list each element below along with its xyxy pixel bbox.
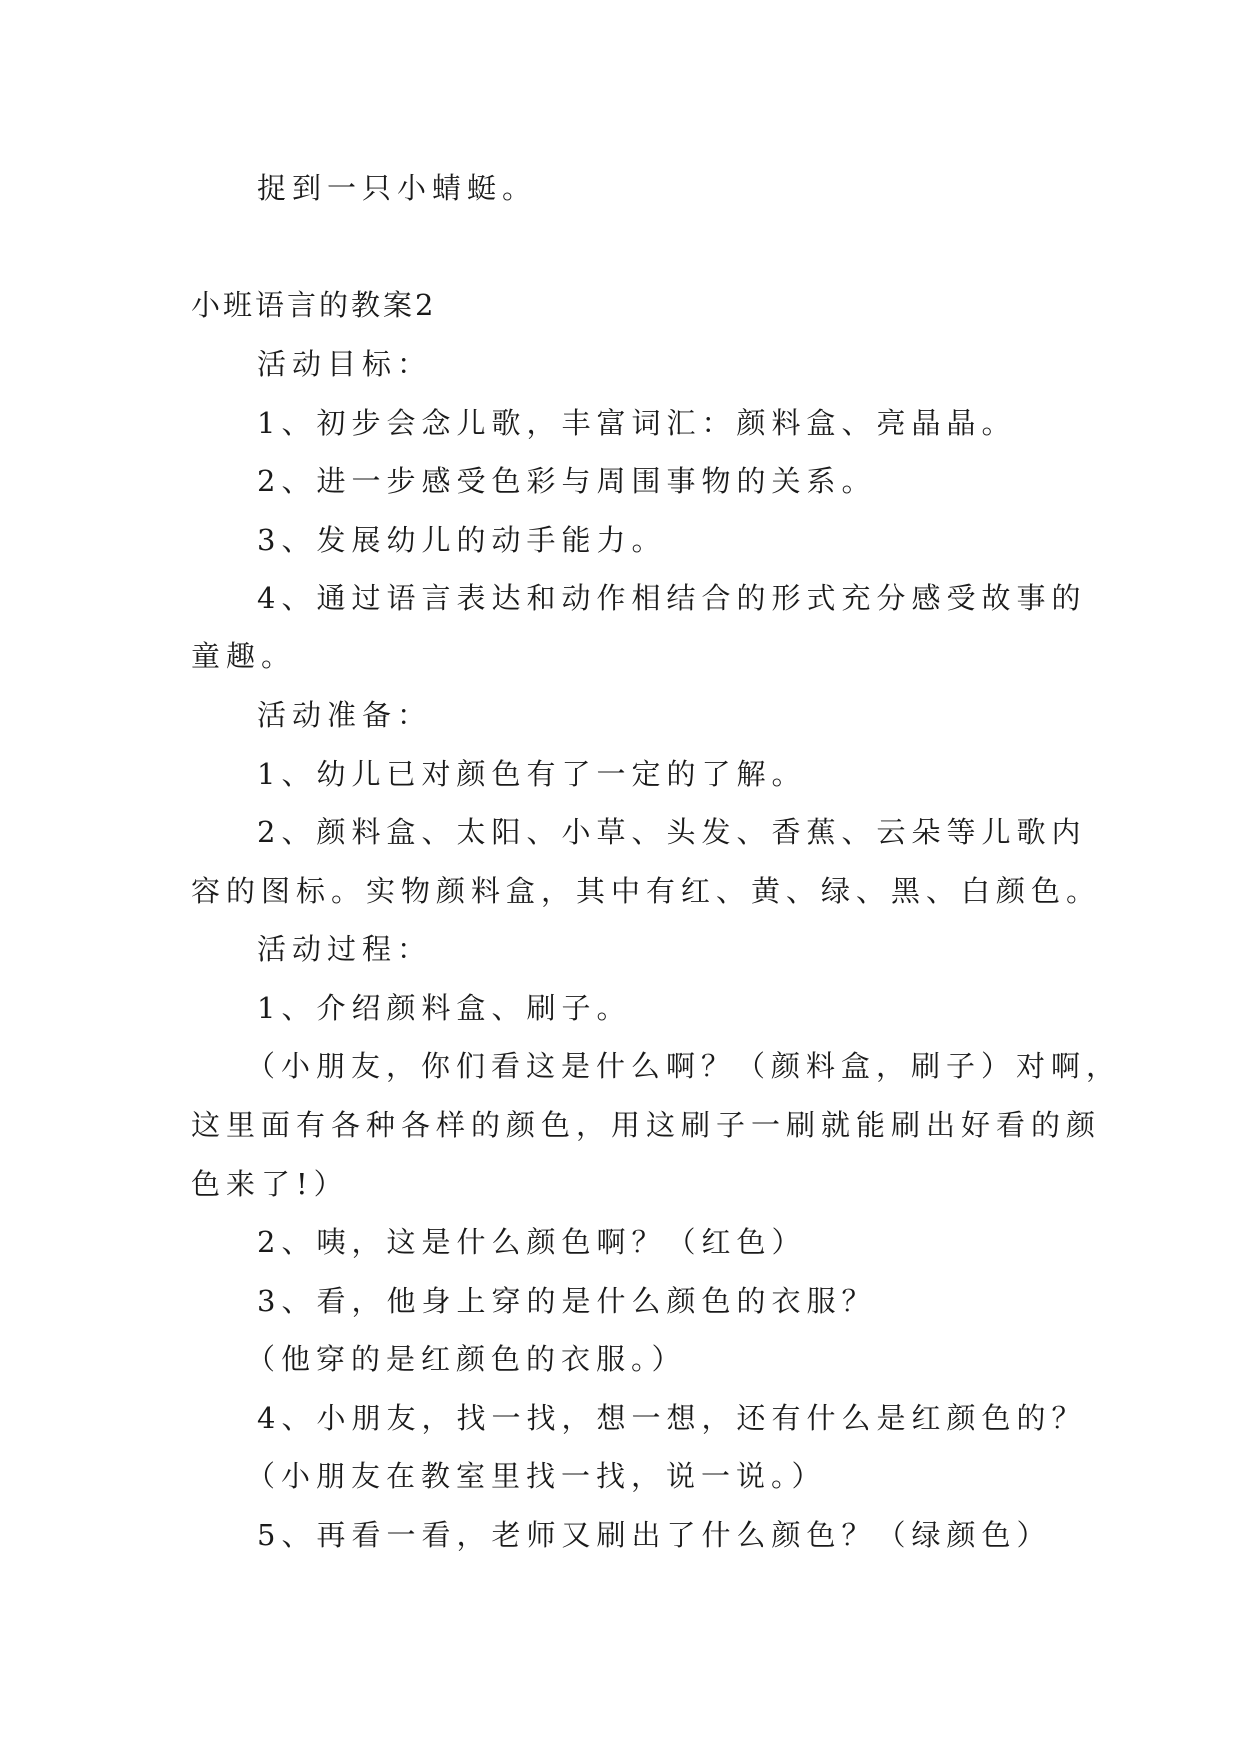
prep-item-1: 1、幼儿已对颜色有了一定的了解。 xyxy=(257,757,807,791)
process-step-5: 5、再看一看，老师又刷出了什么颜色？（绿颜色） xyxy=(257,1518,1052,1552)
intro-line: 捉到一只小蜻蜓。 xyxy=(257,171,538,205)
process-heading: 活动过程： xyxy=(257,932,433,966)
prep-heading: 活动准备： xyxy=(257,698,433,732)
goal-item-3: 3、发展幼儿的动手能力。 xyxy=(257,523,667,557)
process-step-4: 4、小朋友，找一找，想一想，还有什么是红颜色的？ xyxy=(257,1401,1087,1435)
process-step-1-note: （小朋友，你们看这是什么啊？（颜料盒，刷子）对啊， xyxy=(246,1049,1122,1083)
process-step-4-note: （小朋友在教室里找一找，说一说。） xyxy=(246,1459,827,1493)
prep-item-2-continued: 容的图标。实物颜料盒，其中有红、黄、绿、黑、白颜色。 xyxy=(191,874,1102,908)
prep-item-2: 2、颜料盒、太阳、小草、头发、香蕉、云朵等儿歌内 xyxy=(257,815,1087,849)
section-title: 小班语言的教案2 xyxy=(191,288,437,322)
goal-item-2: 2、进一步感受色彩与周围事物的关系。 xyxy=(257,464,877,498)
process-step-3-note: （他穿的是红颜色的衣服。） xyxy=(246,1342,687,1376)
goal-item-4: 4、通过语言表达和动作相结合的形式充分感受故事的 xyxy=(257,581,1087,615)
process-step-1: 1、介绍颜料盒、刷子。 xyxy=(257,991,632,1025)
goals-heading: 活动目标： xyxy=(257,347,433,381)
process-step-1-note-end: 色来了!） xyxy=(191,1167,349,1201)
process-step-1-note-continued: 这里面有各种各样的颜色，用这刷子一刷就能刷出好看的颜 xyxy=(191,1108,1102,1142)
goal-item-1: 1、初步会念儿歌，丰富词汇：颜料盒、亮晶晶。 xyxy=(257,406,1017,440)
process-step-3: 3、看，他身上穿的是什么颜色的衣服？ xyxy=(257,1284,877,1318)
process-step-2: 2、咦，这是什么颜色啊？（红色） xyxy=(257,1225,807,1259)
goal-item-4-continued: 童趣。 xyxy=(191,639,297,673)
